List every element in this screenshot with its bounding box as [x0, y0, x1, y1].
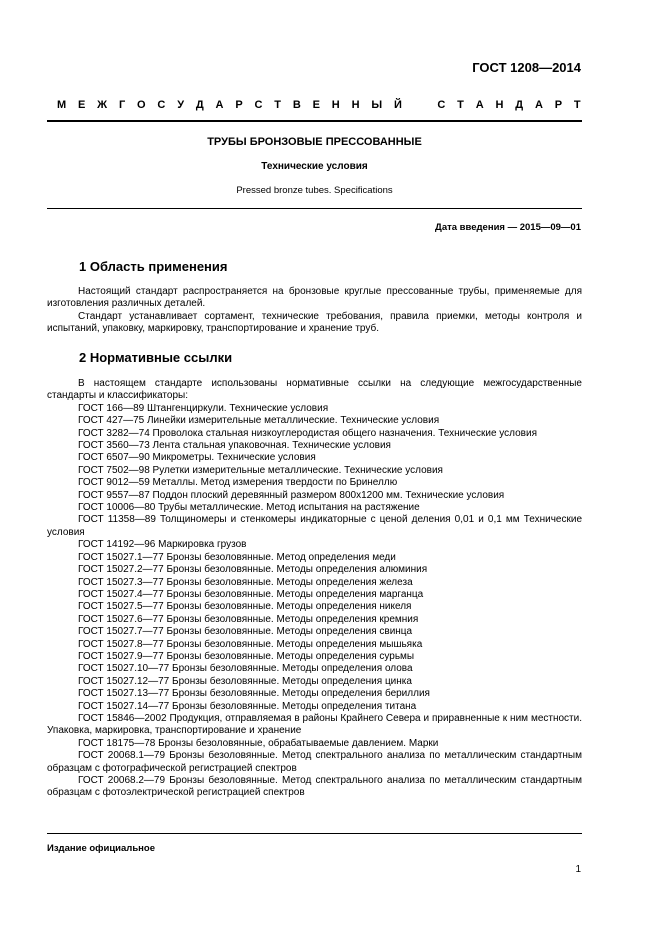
section-1-heading: 1 Область применения	[79, 259, 228, 274]
reference-item: ГОСТ 15027.1—77 Бронзы безоловянные. Метод определения меди	[78, 551, 396, 563]
document-title: ТРУБЫ БРОНЗОВЫЕ ПРЕССОВАННЫЕ	[207, 136, 422, 148]
reference-item: ГОСТ 18175—78 Бронзы безоловянные, обрабатываемые давлением. Марки	[78, 737, 439, 749]
banner-letter: А	[475, 99, 484, 111]
reference-item: ГОСТ 15027.9—77 Бронзы безоловянные. Методы определения сурьмы	[78, 650, 415, 662]
banner-letter: Е	[78, 99, 86, 111]
banner-letter: Р	[554, 99, 563, 111]
header-divider	[47, 120, 582, 122]
section-1-body	[47, 286, 582, 336]
banner-letter: Д	[515, 99, 524, 111]
interstate-standard-banner	[57, 99, 581, 111]
banner-letter: Д	[195, 99, 204, 111]
reference-item: ГОСТ 427—75 Линейки измерительные металлические. Технические условия	[78, 415, 440, 427]
paragraph: В настоящем стандарте использованы нормативные ссылки на следующие межгосударственные стандарты и классификаторы:	[47, 378, 582, 402]
banner-letter: Т	[573, 99, 581, 111]
reference-item: ГОСТ 15027.10—77 Бронзы безоловянные. Методы определения олова	[78, 663, 413, 675]
banner-letter: С	[254, 99, 263, 111]
banner-letter: У	[177, 99, 185, 111]
page-number: 1	[575, 864, 581, 875]
banner-letter: Р	[235, 99, 243, 111]
reference-item: ГОСТ 15027.14—77 Бронзы безоловянные. Методы определения титана	[78, 700, 417, 712]
reference-item: ГОСТ 11358—89 Толщиномеры и стенкомеры индикаторные с ценой деления 0,01 и 0,1 мм Технические условия	[47, 514, 582, 538]
reference-item: ГОСТ 9012—59 Металлы. Метод измерения твердости по Бринеллю	[78, 477, 398, 489]
reference-item: ГОСТ 15027.8—77 Бронзы безоловянные. Методы определения мышьяка	[78, 638, 423, 650]
reference-item: ГОСТ 20068.2—79 Бронзы безоловянные. Метод спектрального анализа по металлическим стандартным образцам с фотоэлектрической регистрацией спектров	[47, 775, 582, 799]
reference-item: ГОСТ 6507—90 Микрометры. Технические условия	[78, 452, 316, 464]
banner-letter: М	[57, 99, 67, 111]
reference-item: ГОСТ 15027.12—77 Бронзы безоловянные. Методы определения цинка	[78, 675, 412, 687]
reference-item: ГОСТ 15027.7—77 Бронзы безоловянные. Методы определения свинца	[78, 626, 413, 638]
banner-letter: Е	[312, 99, 320, 111]
banner-letter: Ж	[97, 99, 108, 111]
reference-item: ГОСТ 10006—80 Трубы металлические. Метод испытания на растяжение	[78, 502, 420, 514]
paragraph: Стандарт устанавливает сортамент, технические требования, правила приемки, методы контроля и испытаний, упаковку, маркировку, транспортирование и хранение труб.	[47, 310, 582, 335]
footer-divider	[47, 833, 582, 834]
banner-letter: В	[292, 99, 301, 111]
reference-item: ГОСТ 3560—73 Лента стальная упаковочная. Технические условия	[78, 440, 391, 452]
banner-letter: Т	[274, 99, 282, 111]
banner-letter: Н	[331, 99, 340, 111]
reference-item: ГОСТ 15027.6—77 Бронзы безоловянные. Методы определения кремния	[78, 613, 419, 625]
reference-item: ГОСТ 14192—96 Маркировка грузов	[78, 539, 247, 551]
reference-item: ГОСТ 15027.4—77 Бронзы безоловянные. Методы определения марганца	[78, 588, 424, 600]
banner-letter: Н	[495, 99, 504, 111]
banner-letter: О	[137, 99, 146, 111]
reference-item: ГОСТ 20068.1—79 Бронзы безоловянные. Метод спектрального анализа по металлическим стандартным образцам с фотографической регистрацией спектров	[47, 750, 582, 774]
banner-letter: С	[157, 99, 166, 111]
banner-letter: Й	[393, 99, 402, 111]
english-title: Pressed bronze tubes. Specifications	[236, 185, 393, 196]
section-2-heading: 2 Нормативные ссылки	[79, 350, 233, 365]
section-2-body	[47, 378, 582, 800]
banner-letter: Н	[351, 99, 360, 111]
banner-letter: А	[215, 99, 224, 111]
banner-letter: Т	[457, 99, 464, 111]
reference-item: ГОСТ 3282—74 Проволока стальная низкоуглеродистая общего назначения. Технические условия	[78, 427, 537, 439]
gost-number: ГОСТ 1208—2014	[472, 60, 581, 75]
document-subtitle: Технические условия	[261, 161, 368, 172]
reference-item: ГОСТ 15846—2002 Продукция, отправляемая в районы Крайнего Севера и приравненные к ним местности. Упаковка, маркировка, транспортирование и хранение	[47, 712, 582, 737]
official-edition-label: Издание официальное	[47, 843, 155, 854]
reference-item: ГОСТ 15027.2—77 Бронзы безоловянные. Методы определения алюминия	[78, 564, 428, 576]
reference-item: ГОСТ 9557—87 Поддон плоский деревянный размером 800х1200 мм. Технические условия	[78, 489, 505, 501]
reference-item: ГОСТ 7502—98 Рулетки измерительные металлические. Технические условия	[78, 464, 443, 476]
reference-item: ГОСТ 166—89 Штангенциркули. Технические условия	[78, 402, 329, 414]
banner-letter: С	[437, 99, 446, 111]
paragraph: Настоящий стандарт распространяется на бронзовые круглые прессованные трубы, применяемые для изготовления различных деталей.	[47, 286, 582, 310]
reference-item: ГОСТ 15027.5—77 Бронзы безоловянные. Методы определения никеля	[78, 601, 412, 613]
reference-item: ГОСТ 15027.13—77 Бронзы безоловянные. Методы определения бериллия	[78, 688, 430, 700]
banner-letter: А	[534, 99, 543, 111]
banner-letter: Г	[118, 99, 126, 111]
introduction-date: Дата введения — 2015—09—01	[435, 222, 581, 233]
title-divider	[47, 208, 582, 209]
banner-letter: Ы	[371, 99, 383, 111]
reference-item: ГОСТ 15027.3—77 Бронзы безоловянные. Методы определения железа	[78, 576, 413, 588]
